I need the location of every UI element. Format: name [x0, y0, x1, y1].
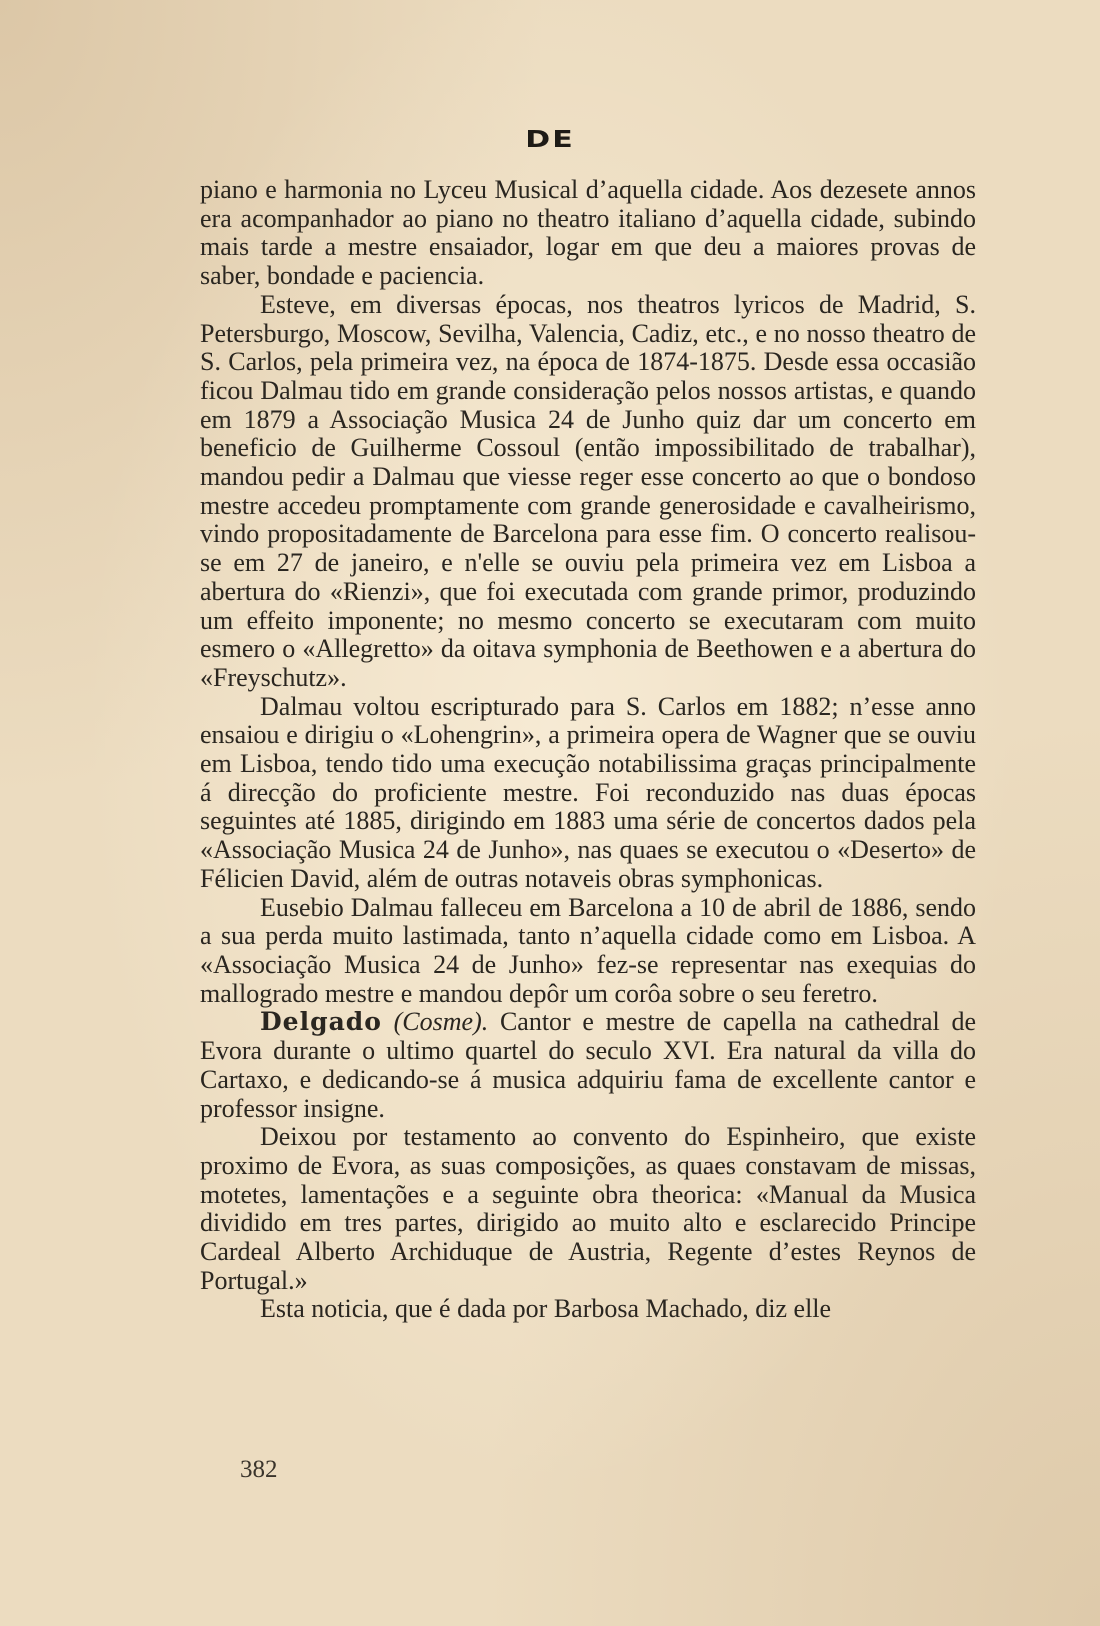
page-number: 382 — [240, 1456, 278, 1483]
paragraph-2: Esteve, em diversas épocas, nos theatros lyricos de Madrid, S. Petersburgo, Moscow, Sevilha, Valencia, Cadiz, etc., e no nosso theatro de S. Carlos, pela primeira vez, na época de 1874-1875. Desde essa occasião ficou Dalmau tido em grande consideração pelos nossos artistas, e quando em 1879 a Associação Musica 24 de Junho quiz dar um concerto em beneficio de Guilherme Cossoul (então impossibilitado de trabalhar), mandou pedir a Dalmau que viesse reger esse concerto ao que o bondoso mestre accedeu promptamente com grande generosidade e cavalheirismo, vindo propositadamente de Barcelona para esse fim. O concerto realisou-se em 27 de janeiro, e n'elle se ouviu pela primeira vez em Lisboa a abertura do «Rienzi», que foi executada com grande primor, produzindo um effeito imponente; no mesmo concerto se executaram com muito esmero o «Allegretto» da oitava symphonia de Beethowen e a abertura do «Freyschutz». — [200, 289, 976, 692]
entry-delgado — [200, 1008, 976, 1123]
paragraph-3: Dalmau voltou escripturado para S. Carlos em 1882; n’esse anno ensaiou e dirigiu o «Lohengrin», a primeira opera de Wagner que se ouviu em Lisboa, tendo tido uma execução notabilissima graças principalmente á direcção do proficiente mestre. Foi reconduzido nas duas épocas seguintes até 1885, dirigindo em 1883 uma série de concertos dados pela «Associação Musica 24 de Junho», nas quaes se executou o «Deserto» de Félicien David, além de outras notaveis obras symphonicas. — [200, 691, 976, 893]
body-text — [200, 176, 976, 1324]
paragraph-7: Esta noticia, que é dada por Barbosa Machado, diz elle — [260, 1294, 832, 1324]
entry-text: Cantor e mestre de capella na cathedral de Evora durante o ultimo quartel do seculo XVI. Era natural da villa do Cartaxo, e dedicando-se á musica adquiriu fama de excellente cantor e professor insigne. — [200, 1007, 977, 1123]
paragraph-6: Deixou por testamento ao convento do Espinheiro, que existe proximo de Evora, as suas composições, as quaes constavam de missas, motetes, lamentações e a seguinte obra theorica: «Manual da Musica dividido em tres partes, dirigido ao muito alto e esclarecido Principe Cardeal Alberto Archiduque de Austria, Regente d’estes Reynos de Portugal.» — [200, 1122, 976, 1295]
paragraph-1: piano e harmonia no Lyceu Musical d’aquella cidade. Aos dezesete annos era acompanhador ao piano no theatro italiano d’aquella cidade, subindo mais tarde a mestre ensaiador, logar em que deu a maiores provas de saber, bondade e paciencia. — [200, 175, 976, 291]
paragraph-4: Eusebio Dalmau falleceu em Barcelona a 10 de abril de 1886, sendo a sua perda muito lastimada, tanto n’aquella cidade como em Lisboa. A «Associação Musica 24 de Junho» fez-se representar nas exequias do mallogrado mestre e mandou depôr um corôa sobre o seu feretro. — [200, 892, 976, 1008]
entry-headword: Delgado — [260, 1007, 382, 1037]
running-head: DE — [525, 125, 575, 154]
entry-given-name: (Cosme). — [393, 1007, 489, 1037]
